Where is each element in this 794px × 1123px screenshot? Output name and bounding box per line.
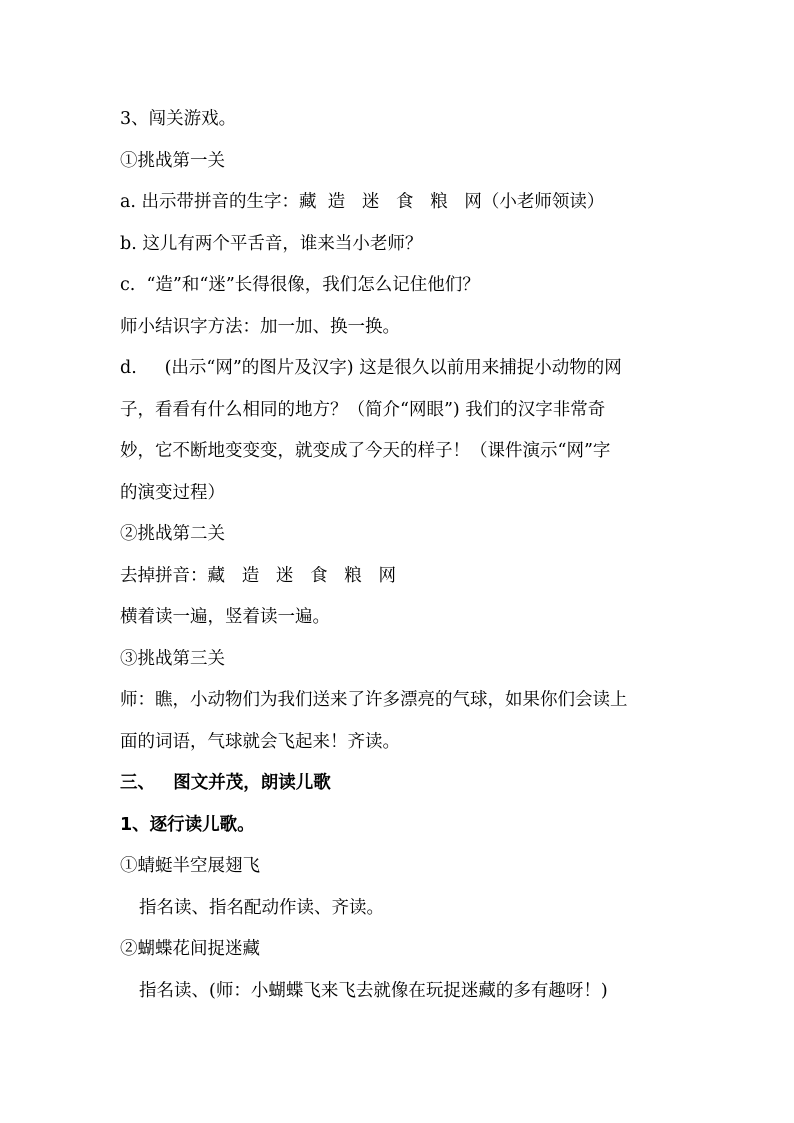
- rhyme-line-1: ①蜻蜓半空展翅飞: [120, 856, 260, 876]
- paragraph-line: a. 出示带拼音的生字：藏 造 迷 食 粮 网（小老师领读）: [120, 192, 605, 212]
- paragraph-line: c. “造”和“迷”长得很像，我们怎么记住他们？: [120, 275, 480, 295]
- paragraph-line: 指名读、指名配动作读、齐读。: [139, 898, 384, 918]
- challenge-3-heading: ③挑战第三关: [120, 649, 225, 669]
- paragraph-line: 的演变过程）: [120, 483, 225, 503]
- challenge-1-heading: ①挑战第一关: [120, 151, 225, 171]
- paragraph-line: 横着读一遍，竖着读一遍。: [120, 607, 330, 627]
- rhyme-line-2: ②蝴蝶花间捉迷藏: [120, 939, 260, 959]
- paragraph-line: b. 这儿有两个平舌音，谁来当小老师？: [120, 234, 423, 254]
- section-heading-game: 3、闯关游戏。: [120, 109, 237, 129]
- paragraph-line: 面的词语，气球就会飞起来！齐读。: [120, 732, 400, 752]
- paragraph-line: 去掉拼音：藏 造 迷 食 粮 网: [120, 566, 396, 586]
- paragraph-line: d. (出示“网”的图片及汉字) 这是很久以前用来捕捉小动物的网: [120, 358, 622, 378]
- paragraph-line: 指名读、(师：小蝴蝶飞来飞去就像在玩捉迷藏的多有趣呀！): [139, 981, 608, 1001]
- paragraph-line: 妙，它不断地变变变，就变成了今天的样子！（课件演示“网”字: [120, 441, 611, 461]
- challenge-2-heading: ②挑战第二关: [120, 524, 225, 544]
- paragraph-line: 师：瞧，小动物们为我们送来了许多漂亮的气球，如果你们会读上: [120, 690, 628, 710]
- subsection-heading: 1、逐行读儿歌。: [120, 815, 255, 835]
- section-heading-3: 三、 图文并茂，朗读儿歌: [120, 773, 331, 793]
- paragraph-line: 师小结识字方法：加一加、换一换。: [120, 317, 400, 337]
- paragraph-line: 子，看看有什么相同的地方？（简介“网眼”) 我们的汉字非常奇: [120, 400, 606, 420]
